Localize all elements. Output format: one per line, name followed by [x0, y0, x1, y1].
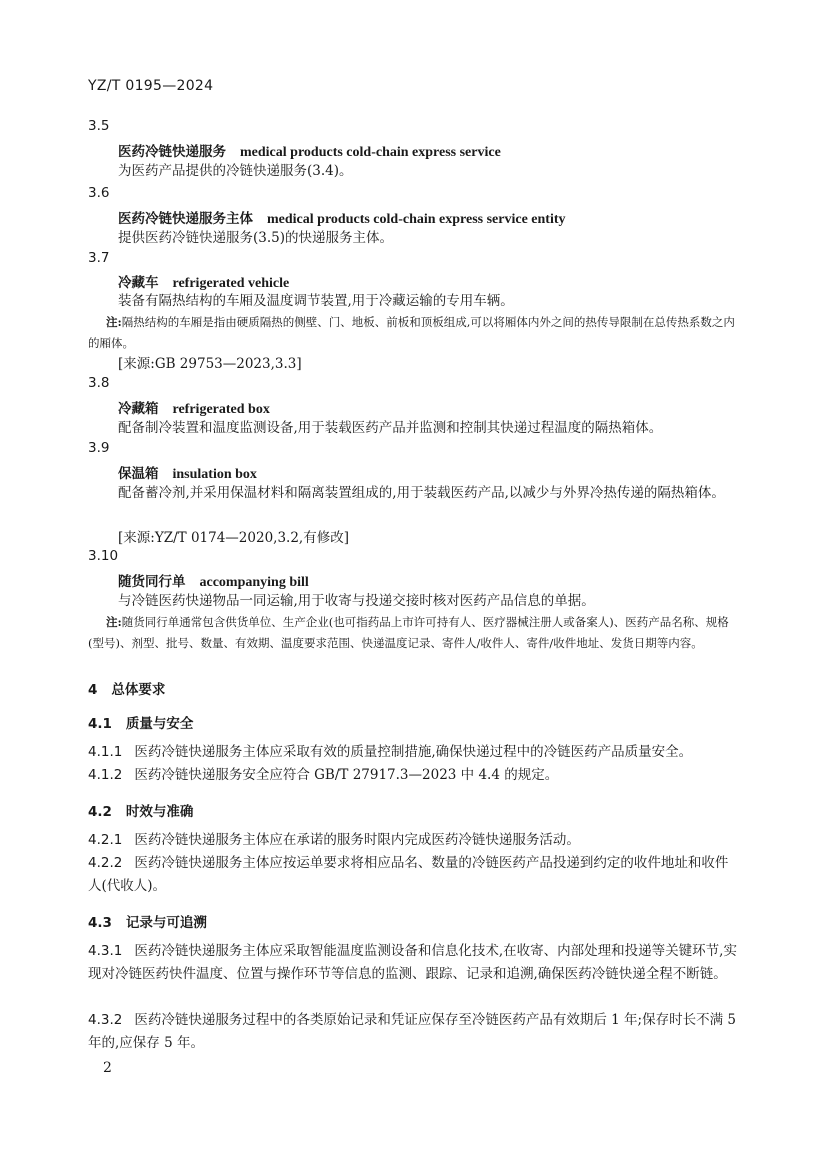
term-note — [88, 612, 740, 654]
section-heading — [88, 911, 207, 931]
term-number: 3.6 — [88, 185, 110, 201]
section-title: 记录与可追溯 — [125, 915, 207, 931]
term-number: 3.8 — [88, 375, 110, 391]
clause-number: 4.3.2 — [88, 1012, 123, 1028]
clause-text: 医药冷链快递服务过程中的各类原始记录和凭证应保存至冷链医药产品有效期后 1 年;保存时长不满 5 年的,应保存 5 年。 — [88, 1012, 736, 1051]
clause-text: 医药冷链快递服务主体应采取有效的质量控制措施,确保快递过程中的冷链医药产品质量安全。 — [134, 744, 693, 760]
note-label: 注: — [106, 315, 122, 329]
term-en: accompanying bill — [199, 575, 309, 590]
term-heading — [118, 570, 309, 591]
clause — [88, 829, 740, 852]
clause-number: 4.2.2 — [88, 855, 123, 871]
term-en: medical products cold-chain express service entity — [267, 212, 566, 227]
term-en: medical products cold-chain express service — [240, 145, 501, 160]
clause-number: 4.1.2 — [88, 767, 123, 783]
section-number: 4.2 — [88, 804, 112, 820]
clause-text: 医药冷链快递服务主体应采取智能温度监测设备和信息化技术,在收寄、内部处理和投递等关键环节,实现对冷链医药快件温度、位置与操作环节等信息的监测、跟踪、记录和追溯,确保医药冷链快递全程不断链。 — [88, 943, 737, 982]
section-heading — [88, 800, 193, 820]
chapter-number: 4 — [88, 682, 98, 698]
clause — [88, 764, 740, 787]
note-label: 注: — [106, 615, 122, 629]
term-number: 3.5 — [88, 118, 110, 134]
clause-text: 医药冷链快递服务主体应在承诺的服务时限内完成医药冷链快递服务活动。 — [134, 832, 580, 848]
note-text: 随货同行单通常包含供货单位、生产企业(也可指药品上市许可持有人、医疗器械注册人或备案人)、医药产品名称、规格(型号)、剂型、批号、数量、有效期、温度要求范围、快递温度记录、寄件人/收件人、寄件/收件地址、发货日期等内容。 — [88, 615, 729, 650]
clause — [88, 741, 740, 764]
term-zh: 医药冷链快递服务 — [118, 144, 226, 160]
clause — [88, 940, 740, 986]
term-heading — [118, 271, 289, 292]
section-title: 质量与安全 — [125, 716, 194, 732]
section-number: 4.3 — [88, 915, 112, 931]
note-text: 隔热结构的车厢是指由硬质隔热的侧壁、门、地板、前板和顶板组成,可以将厢体内外之间的热传导限制在总传热系数之内的厢体。 — [88, 315, 735, 350]
term-note — [88, 312, 740, 354]
term-zh: 保温箱 — [118, 466, 159, 482]
clause — [88, 852, 740, 898]
term-heading — [118, 140, 501, 161]
term-number: 3.7 — [88, 250, 110, 266]
chapter-title: 总体要求 — [111, 682, 166, 698]
clause — [88, 1009, 740, 1055]
term-en: refrigerated vehicle — [172, 276, 290, 291]
term-zh: 冷藏车 — [118, 275, 159, 291]
term-heading — [118, 207, 566, 228]
term-number: 3.9 — [88, 440, 110, 456]
section-number: 4.1 — [88, 716, 112, 732]
clause-text: 医药冷链快递服务安全应符合 GB/T 27917.3—2023 中 4.4 的规定。 — [134, 767, 559, 783]
term-definition: 与冷链医药快递物品一同运输,用于收寄与投递交接时核对医药产品信息的单据。 — [118, 593, 595, 609]
term-zh: 医药冷链快递服务主体 — [118, 211, 253, 227]
clause-number: 4.3.1 — [88, 943, 123, 959]
term-heading — [118, 397, 270, 418]
term-source: [来源:GB 29753—2023,3.3] — [118, 356, 302, 372]
document-id-header: YZ/T 0195—2024 — [88, 78, 214, 94]
section-heading — [88, 712, 193, 732]
term-heading — [118, 462, 257, 483]
term-definition: 提供医药冷链快递服务(3.5)的快递服务主体。 — [118, 230, 394, 246]
term-definition: 为医药产品提供的冷链快递服务(3.4)。 — [118, 163, 353, 179]
clause-text: 医药冷链快递服务主体应按运单要求将相应品名、数量的冷链医药产品投递到约定的收件地址和收件人(代收人)。 — [88, 855, 729, 894]
term-zh: 随货同行单 — [118, 574, 186, 590]
term-en: refrigerated box — [172, 402, 270, 417]
term-source: [来源:YZ/T 0174—2020,3.2,有修改] — [118, 530, 349, 546]
term-en: insulation box — [172, 467, 257, 482]
chapter-heading — [88, 678, 165, 698]
section-title: 时效与准确 — [125, 804, 194, 820]
clause-number: 4.1.1 — [88, 744, 123, 760]
term-definition: 配备蓄冷剂,并采用保温材料和隔离装置组成的,用于装载医药产品,以减少与外界冷热传递的隔热箱体。 — [118, 485, 725, 501]
term-number: 3.10 — [88, 548, 119, 564]
term-zh: 冷藏箱 — [118, 401, 159, 417]
clause-number: 4.2.1 — [88, 832, 123, 848]
term-definition: 装备有隔热结构的车厢及温度调节装置,用于冷藏运输的专用车辆。 — [118, 293, 514, 309]
term-definition: 配备制冷装置和温度监测设备,用于装载医药产品并监测和控制其快递过程温度的隔热箱体。 — [118, 420, 663, 436]
page-number: 2 — [103, 1060, 112, 1076]
